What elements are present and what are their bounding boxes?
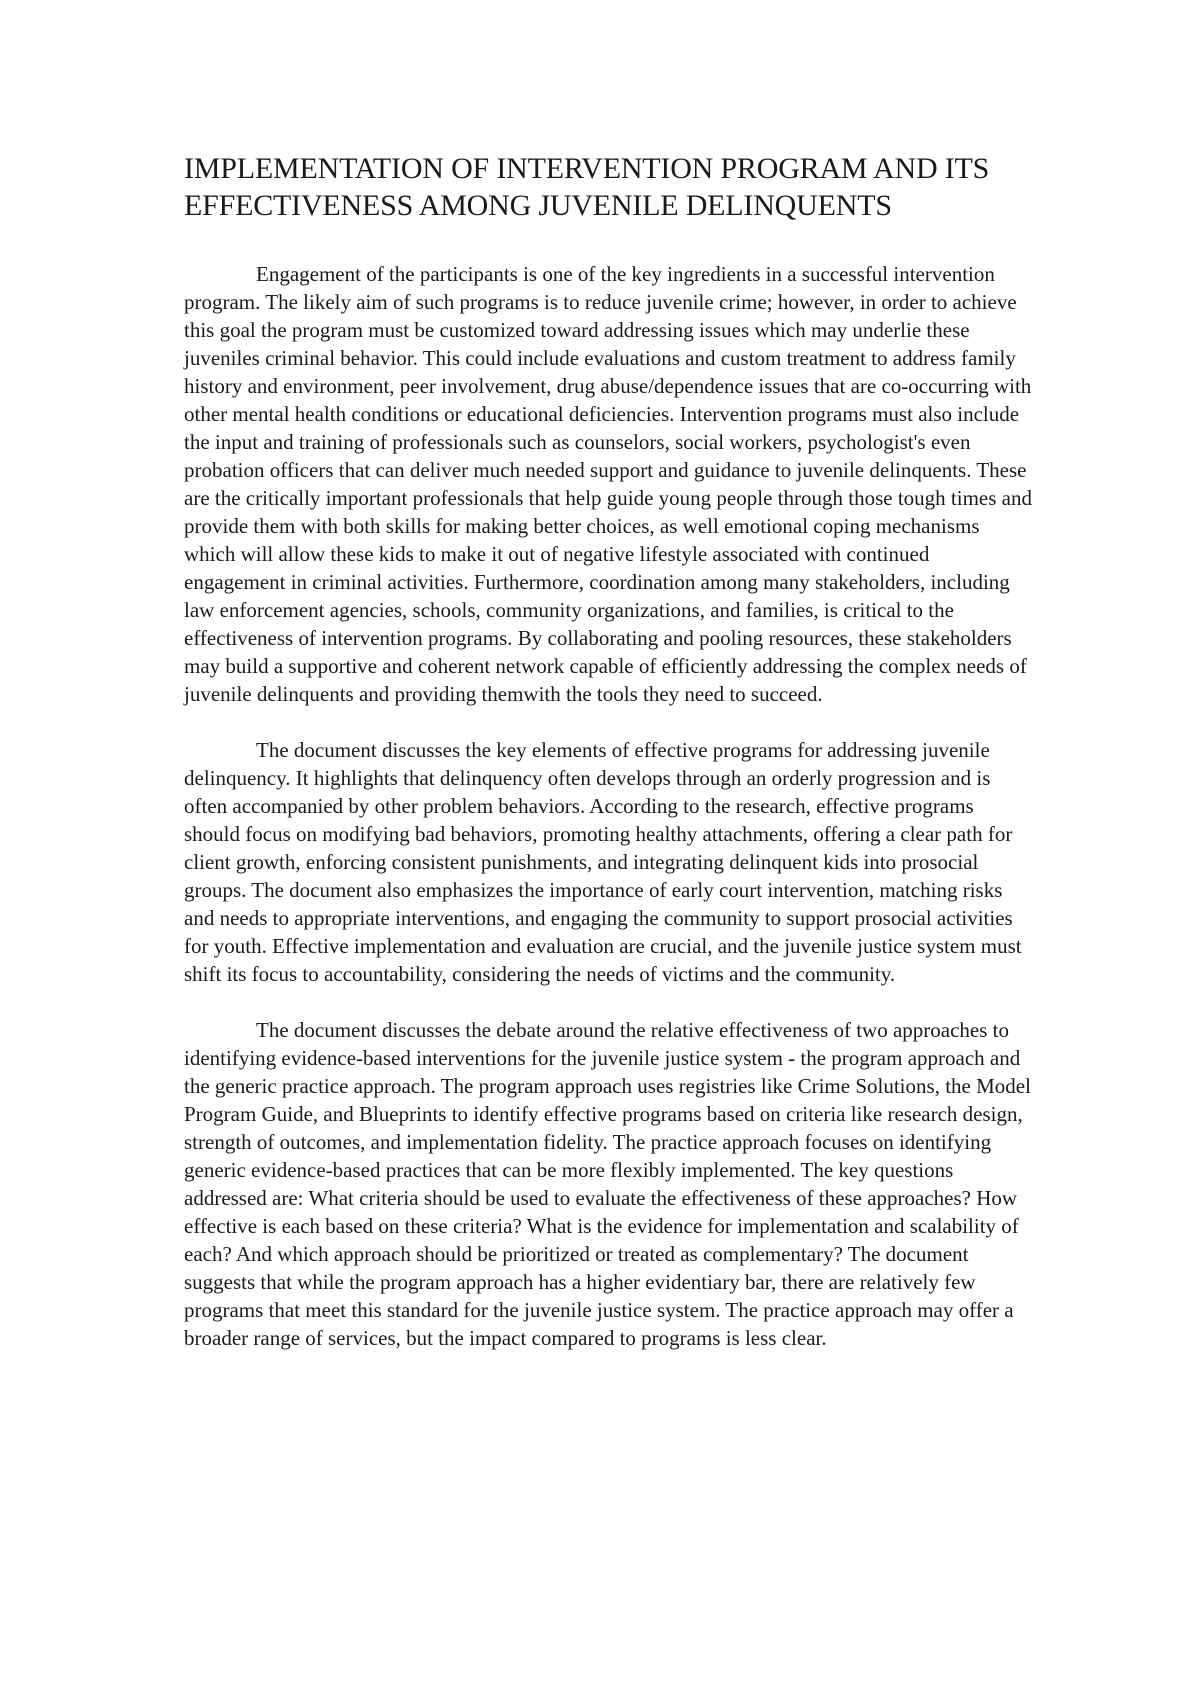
document-body	[184, 260, 1032, 1352]
paragraph-engagement: Engagement of the participants is one of the key ingredients in a successful intervention program. The likely aim of such programs is to reduce juvenile crime; however, in order to achieve this goal the program must be customized toward addressing issues which may underlie these juveniles criminal behavior. This could include evaluations and custom treatment to address family history and environment, peer involvement, drug abuse/dependence issues that are co-occurring with other mental health conditions or educational deficiencies. Intervention programs must also include the input and training of professionals such as counselors, social workers, psychologist's even probation officers that can deliver much needed support and guidance to juvenile delinquents. These are the critically important professionals that help guide young people through those tough times and provide them with both skills for making better choices, as well emotional coping mechanisms which will allow these kids to make it out of negative lifestyle associated with continued engagement in criminal activities. Furthermore, coordination among many stakeholders, including law enforcement agencies, schools, community organizations, and families, is critical to the effectiveness of intervention programs. By collaborating and pooling resources, these stakeholders may build a supportive and coherent network capable of efficiently addressing the complex needs of juvenile delinquents and providing themwith the tools they need to succeed.	[184, 262, 1032, 706]
document-content	[184, 150, 1032, 1380]
paragraph-program-vs-practice: The document discusses the debate around the relative effectiveness of two approaches to identifying evidence-based interventions for the juvenile justice system - the program approach and the generic practice approach. The program approach uses registries like Crime Solutions, the Model Program Guide, and Blueprints to identify effective programs based on criteria like research design, strength of outcomes, and implementation fidelity. The practice approach focuses on identifying generic evidence-based practices that can be more flexibly implemented. The key questions addressed are: What criteria should be used to evaluate the effectiveness of these approaches? How effective is each based on these criteria? What is the evidence for implementation and scalability of each? And which approach should be prioritized or treated as complementary? The document suggests that while the program approach has a higher evidentiary bar, there are relatively few programs that meet this standard for the juvenile justice system. The practice approach may offer a broader range of services, but the impact compared to programs is less clear.	[184, 1018, 1031, 1350]
paragraph-key-elements: The document discusses the key elements of effective programs for addressing juvenile delinquency. It highlights that delinquency often develops through an orderly progression and is often accompanied by other problem behaviors. According to the research, effective programs should focus on modifying bad behaviors, promoting healthy attachments, offering a clear path for client growth, enforcing consistent punishments, and integrating delinquent kids into prosocial groups. The document also emphasizes the importance of early court intervention, matching risks and needs to appropriate interventions, and engaging the community to support prosocial activities for youth. Effective implementation and evaluation are crucial, and the juvenile justice system must shift its focus to accountability, considering the needs of victims and the community.	[184, 738, 1022, 986]
document-title: IMPLEMENTATION OF INTERVENTION PROGRAM AND ITS EFFECTIVENESS AMONG JUVENILE DELINQUENTS	[184, 152, 990, 222]
